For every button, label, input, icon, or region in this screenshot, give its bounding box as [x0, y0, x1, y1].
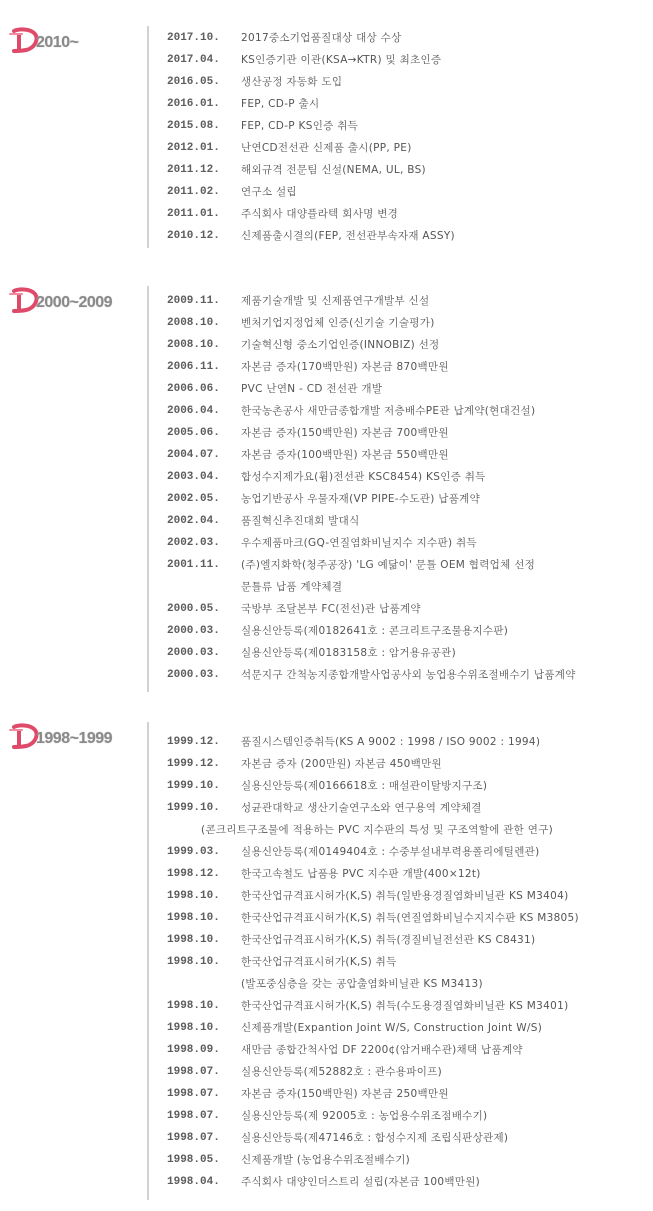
- era-label: 1998~1999: [36, 730, 113, 747]
- history-description: 자본금 증자(100백만원) 자본금 550백만원: [241, 449, 449, 461]
- history-item: [167, 1039, 653, 1061]
- history-description: 한국산업규격표시허가(K,S) 취득(수도용경질염화비닐관 KS M3401): [241, 1000, 569, 1012]
- history-description: PVC 난연N - CD 전선관 개발: [241, 383, 383, 395]
- history-item: [167, 819, 653, 841]
- history-description: 농업기반공사 우물자재(VP PIPE-수도관) 납품계약: [241, 493, 481, 505]
- history-item: [167, 1105, 653, 1127]
- history-description: 한국농촌공사 새만금종합개발 저층배수PE관 납계약(현대건설): [241, 405, 536, 417]
- history-description: 한국산업규격표시허가(K,S) 취득(연질염화비닐수지지수판 KS M3805): [241, 912, 579, 924]
- history-description: FEP, CD-P KS인증 취득: [241, 120, 359, 132]
- history-date: 2016.05.: [167, 76, 220, 88]
- history-item: [167, 1083, 653, 1105]
- history-item: [167, 841, 653, 863]
- history-description: 실용신안등록(제52882호 : 관수용파이프): [241, 1066, 443, 1078]
- history-description: 자본금 증자 (200만원) 자본금 450백만원: [241, 758, 442, 770]
- history-date: 2010.12.: [167, 230, 220, 242]
- era-header: [4, 722, 144, 756]
- history-date: 2006.04.: [167, 405, 220, 417]
- history-date: 1998.04.: [167, 1176, 220, 1188]
- history-date: 1998.10.: [167, 890, 220, 902]
- history-item: [167, 731, 653, 753]
- history-description: FEP, CD-P 출시: [241, 98, 320, 110]
- history-description: 제품기술개발 및 신제품연구개발부 신설: [241, 295, 430, 307]
- history-date: 1998.07.: [167, 1110, 220, 1122]
- history-date: 1999.12.: [167, 758, 220, 770]
- history-description: 실용신안등록(제0166618호 : 매설관이탈방지구조): [241, 780, 488, 792]
- history-description: 한국산업규격표시허가(K,S) 취득: [241, 956, 397, 968]
- history-date: 2017.10.: [167, 32, 220, 44]
- history-description: 2017중소기업품질대상 대상 수상: [241, 32, 402, 44]
- history-date: 1998.10.: [167, 912, 220, 924]
- history-item: [167, 775, 653, 797]
- history-item: [167, 1127, 653, 1149]
- history-item: [167, 1149, 653, 1171]
- history-date: 1998.05.: [167, 1154, 220, 1166]
- history-description: 생산공정 자동화 도입: [241, 76, 343, 88]
- history-date: 1998.10.: [167, 1022, 220, 1034]
- history-item: [167, 1061, 653, 1083]
- history-description: 기술혁신형 중소기업인증(INNOBIZ) 선정: [241, 339, 440, 351]
- history-date: 1998.12.: [167, 868, 220, 880]
- history-item: [167, 995, 653, 1017]
- history-date: 2015.08.: [167, 120, 220, 132]
- history-description: 난연CD전선관 신제품 출시(PP, PE): [241, 142, 412, 154]
- history-date: 1998.10.: [167, 934, 220, 946]
- history-description: 자본금 증자(150백만원) 자본금 700백만원: [241, 427, 449, 439]
- history-item: [167, 951, 653, 973]
- history-description: 실용신안등록(제0149404호 : 수중부설내부력용폴리에틸렌관): [241, 846, 540, 858]
- history-date: 2000.03.: [167, 669, 220, 681]
- history-item: [167, 973, 653, 995]
- history-description: 한국산업규격표시허가(K,S) 취득(일반용경질염화비닐관 KS M3404): [241, 890, 569, 902]
- history-description: 신제품출시결의(FEP, 전선관부속자재 ASSY): [241, 230, 455, 242]
- history-date: 2009.11.: [167, 295, 220, 307]
- history-date: 2011.02.: [167, 186, 220, 198]
- era-label: 2010~: [36, 34, 79, 51]
- history-date: 2012.01.: [167, 142, 220, 154]
- history-description: 품질혁신추진대회 발대식: [241, 515, 360, 527]
- history-item: [167, 885, 653, 907]
- history-date: 2000.03.: [167, 625, 220, 637]
- history-date: 1998.07.: [167, 1132, 220, 1144]
- history-description: (콘크리트구조물에 적용하는 PVC 지수판의 특성 및 구조역할에 관한 연구): [201, 824, 554, 836]
- history-date: 2005.06.: [167, 427, 220, 439]
- history-description: (발포중심층을 갖는 공압출염화비닐관 KS M3413): [241, 978, 483, 990]
- history-description: 품질시스템인증취득(KS A 9002 : 1998 / ISO 9002 : 1994): [241, 736, 541, 748]
- history-description: 실용신안등록(제0182641호 : 콘크리트구조물용지수판): [241, 625, 509, 637]
- history-date: 1999.10.: [167, 780, 220, 792]
- history-description: 한국산업규격표시허가(K,S) 취득(경질비닐전선관 KS C8431): [241, 934, 536, 946]
- history-date: 2002.03.: [167, 537, 220, 549]
- history-description: 벤처기업지정업체 인증(신기술 기술평가): [241, 317, 435, 329]
- history-description: 석문지구 간척농지종합개발사업공사외 농업용수위조절배수기 납품계약: [241, 669, 576, 681]
- history-description: 신제품개발(Expantion Joint W/S, Construction Joint W/S): [241, 1022, 543, 1034]
- history-description: 해외규격 전문팀 신설(NEMA, UL, BS): [241, 164, 426, 176]
- history-date: 2000.05.: [167, 603, 220, 615]
- history-date: 2008.10.: [167, 317, 220, 329]
- history-description: 실용신안등록(제0183158호 : 암거용유공관): [241, 647, 456, 659]
- history-item: [167, 1171, 653, 1193]
- history-date: 1998.07.: [167, 1088, 220, 1100]
- history-date: 1998.07.: [167, 1066, 220, 1078]
- history-description: 성균관대학교 생산기술연구소와 연구용역 계약체결: [241, 802, 482, 814]
- history-item: [167, 1017, 653, 1039]
- history-date: 2003.04.: [167, 471, 220, 483]
- history-date: 1999.03.: [167, 846, 220, 858]
- history-date: 2017.04.: [167, 54, 220, 66]
- history-item: [167, 929, 653, 951]
- timeline-line: [147, 722, 149, 1200]
- history-description: 자본금 증자(170백만원) 자본금 870백만원: [241, 361, 449, 373]
- history-item: [167, 797, 653, 819]
- history-description: 문틀류 납품 계약체결: [241, 581, 343, 593]
- history-description: 신제품개발 (농업용수위조절배수기): [241, 1154, 411, 1166]
- history-description: (주)엘지화학(청주공장) 'LG 예닮이' 문틀 OEM 협력업체 선정: [241, 559, 536, 571]
- history-description: 실용신안등록(제47146호 : 합성수지제 조립식판상관제): [241, 1132, 509, 1144]
- history-description: 국방부 조달본부 FC(전선)관 납품계약: [241, 603, 421, 615]
- history-description: 연구소 설립: [241, 186, 297, 198]
- history-date: 2004.07.: [167, 449, 220, 461]
- history-description: 우수제품마크(GQ-연질염화비닐지수 지수판) 취득: [241, 537, 477, 549]
- history-item: [167, 753, 653, 775]
- history-description: 한국고속철도 납품용 PVC 지수판 개발(400×12t): [241, 868, 481, 880]
- history-date: 2011.12.: [167, 164, 220, 176]
- event-list: [167, 731, 653, 1193]
- history-description: 주식회사 대양인더스트리 설립(자본금 100백만원): [241, 1176, 481, 1188]
- history-date: 2011.01.: [167, 208, 220, 220]
- history-description: 주식회사 대양플라텍 회사명 변경: [241, 208, 399, 220]
- history-description: 합성수지제가요(휨)전선관 KSC8454) KS인증 취득: [241, 471, 486, 483]
- history-date: 1998.10.: [167, 1000, 220, 1012]
- history-item: [167, 907, 653, 929]
- history-date: 2000.03.: [167, 647, 220, 659]
- history-date: 2006.06.: [167, 383, 220, 395]
- history-date: 2006.11.: [167, 361, 220, 373]
- history-date: 1999.12.: [167, 736, 220, 748]
- history-date: 2016.01.: [167, 98, 220, 110]
- history-item: [167, 863, 653, 885]
- history-description: 실용신안등록(제 92005호 : 농업용수위조점배수기): [241, 1110, 488, 1122]
- history-description: 자본금 증자(150백만원) 자본금 250백만원: [241, 1088, 449, 1100]
- history-description: KS인증기관 이관(KSA→KTR) 및 최초인증: [241, 54, 442, 66]
- history-description: 새만금 종합간척사업 DF 2200¢(암거배수관)채택 납품계약: [241, 1044, 523, 1056]
- history-date: 2001.11.: [167, 559, 220, 571]
- history-date: 2008.10.: [167, 339, 220, 351]
- history-date: 2002.05.: [167, 493, 220, 505]
- era-label: 2000~2009: [36, 294, 113, 311]
- history-date: 1998.09.: [167, 1044, 220, 1056]
- history-date: 1998.10.: [167, 956, 220, 968]
- history-date: 2002.04.: [167, 515, 220, 527]
- history-date: 1999.10.: [167, 802, 220, 814]
